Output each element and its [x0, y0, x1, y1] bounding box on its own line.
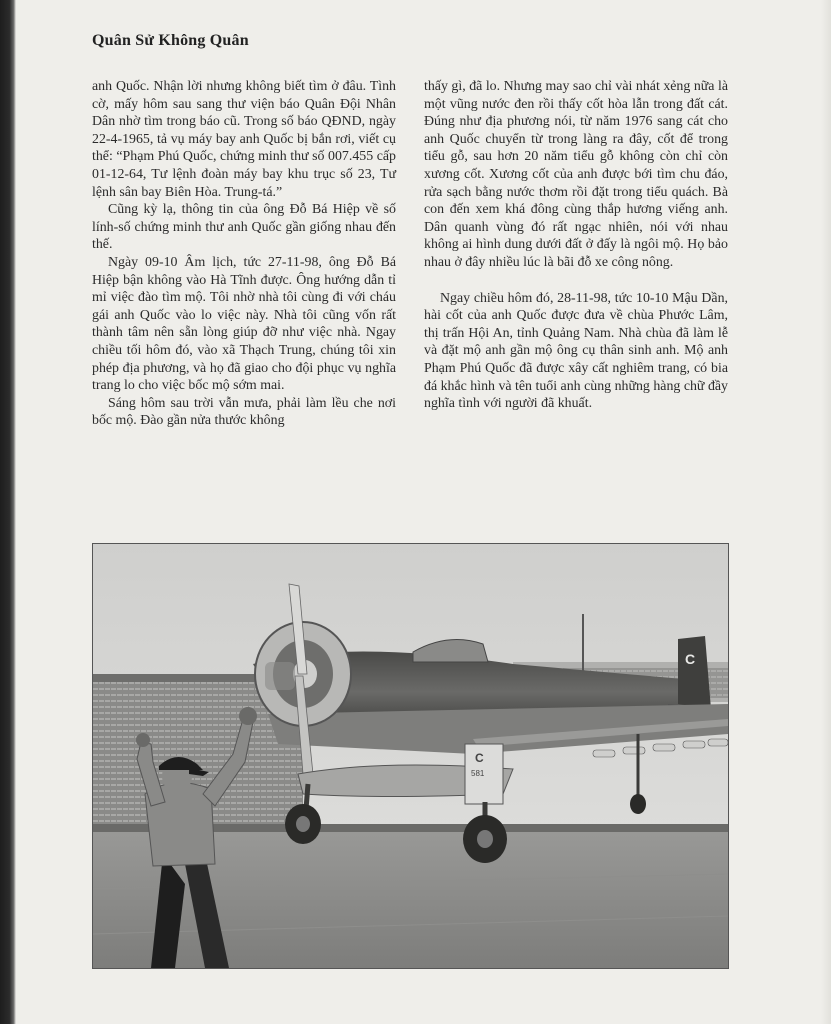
paragraph: Ngày 09-10 Âm lịch, tức 27-11-98, ông Đỗ Bá Hiệp bận không vào Hà Tĩnh được. Ông hướng dẫn tỉ mỉ việc đào tìm mộ. Tôi nhờ nhà tôi cùng đi với cháu gái anh Quốc vào lo việc này. Nhà tôi cũng vốn rất thành tâm nên sẵn lòng giúp đỡ như việc nhà. Ngay chiều tối hôm đó, vào xã Thạch Trung, chúng tôi xin phép địa phương, và họ đã giao cho đội phục vụ nghĩa trang lo cho việc bốc mộ sớm mai.: [92, 254, 396, 394]
paragraph: Ngay chiều hôm đó, 28-11-98, tức 10-10 Mậu Dần, hài cốt của anh Quốc được đưa về chùa Phước Lâm, thị trấn Hội An, tỉnh Quảng Nam. Nhà chùa đã làm lễ và đặt mộ anh gần mộ ông cụ thân sinh anh. Mộ anh Phạm Phú Quốc đã được xây cất nghiêm trang, có bia đá khắc hình và tên tuổi anh cùng những hàng chữ đầy nghĩa tình với người đã khuất.: [424, 290, 728, 412]
paragraph: Cũng kỳ lạ, thông tin của ông Đỗ Bá Hiệp về số lính-số chứng minh thư anh Quốc gần giống nhau đến thế.: [92, 202, 396, 253]
tail-letter: C: [685, 651, 696, 667]
left-text-column: [92, 78, 396, 430]
paragraph: Sáng hôm sau trời vẫn mưa, phải làm lều che nơi bốc mộ. Đào gần nửa thước không: [92, 395, 396, 429]
running-title: Quân Sử Không Quân: [92, 32, 249, 49]
right-text-column: [424, 78, 728, 413]
scan-page-edge: [821, 0, 831, 1024]
aircraft-number: 581: [471, 769, 485, 778]
paragraph: thấy gì, đã lo. Nhưng may sao chỉ vài nhát xẻng nữa là một vũng nước đen rồi thấy cốt hòa lẫn trong đất cát. Đúng như địa phương nói, từ năm 1976 sang cát cho anh Quốc chuyển từ trong làng ra đây, cốt để trong tiểu gỗ, sau hơn 20 năm tiểu gỗ không còn chỉ còn xương cốt. Xương cốt của anh được bới tìm chu đáo, rửa sạch bằng nước thơm rồi đặt trong tiểu quách. Bà con đến xem khá đông cùng thắp hương viếng anh. Dân quanh vùng đó rất ngạc nhiên, nói với nhau không ai hình dung dưới đất ở đấy là ngôi mộ. Họ bảo nhau ở đây nhiều lúc là bãi đỗ xe công nông.: [424, 79, 728, 270]
tail-wheel: [630, 794, 646, 814]
scan-binding-shadow: [0, 0, 16, 1024]
cowl-marking: C: [475, 751, 484, 765]
paragraph: anh Quốc. Nhận lời nhưng không biết tìm ở đâu. Tình cờ, mấy hôm sau sang thư viện báo Quân Đội Nhân Dân nhờ tìm trong báo cũ. Trong số báo QĐND, ngày 22-4-1965, tả vụ máy bay anh Quốc bị bắn rơi, viết cụ thể: “Phạm Phú Quốc, chứng minh thư số 007.455 cấp 01-12-64, Tư lệnh đoàn máy bay khu trục số 23, Tư lệnh sân bay Biên Hòa. Trung-tá.”: [92, 79, 396, 200]
aircraft-photo: [92, 543, 729, 969]
